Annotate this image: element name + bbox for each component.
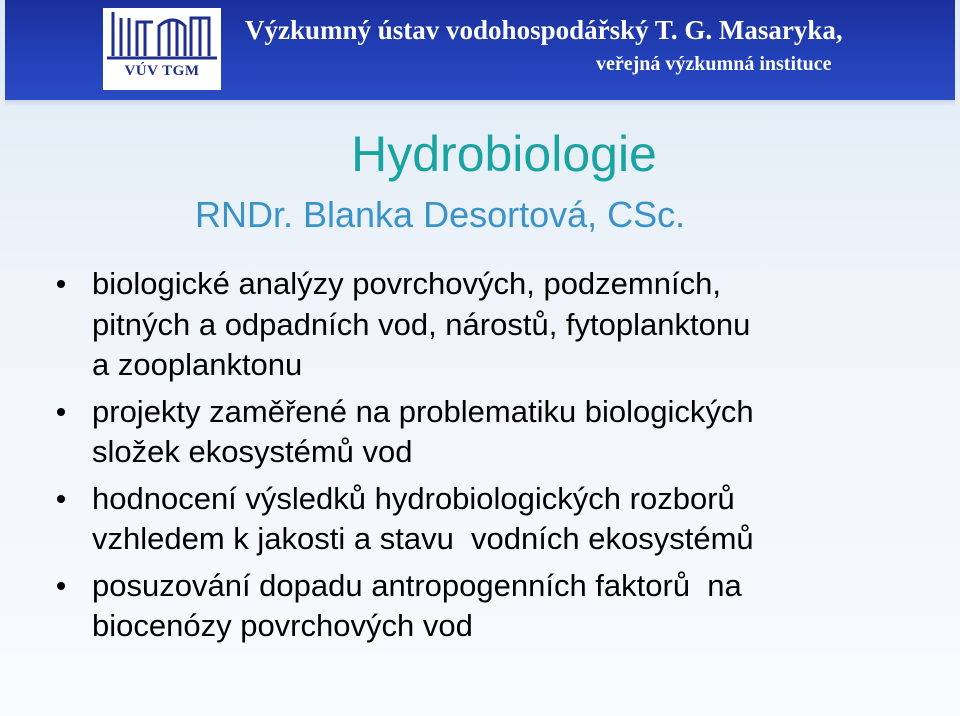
bullet-line: vzhledem k jakosti a stavu vodních ekosystémů [92,521,754,556]
institution-type: veřejná výzkumná instituce [596,53,832,75]
bullet-icon [57,495,65,503]
bullet-line: hodnocení výsledků hydrobiologických rozborů [92,480,735,516]
bullet-line: biologické analýzy povrchových, podzemních, [92,266,721,301]
banner-divider [5,100,955,106]
bullet-line: projekty zaměřené na problematiku biologických [92,393,754,429]
bullet-icon [57,280,65,288]
bullet-icon [57,408,65,416]
bullet-line: složek ekosystémů vod [92,434,413,469]
bullet-line: a zooplanktonu [92,347,303,382]
bullet-item [55,264,935,386]
slide-title: Hydrobiologie [351,126,657,182]
bullet-line: pitných a odpadních vod, nárostů, fytoplanktonu [92,306,751,342]
institution-name: Výzkumný ústav vodohospodářský T. G. Masaryka, [245,15,843,45]
bullet-line: posuzování dopadu antropogenních faktorů na [92,567,742,603]
bullet-list [55,264,935,653]
bullet-line: biocenózy povrchových vod [92,608,473,643]
author-name: RNDr. Blanka Desortová, CSc. [195,194,686,235]
bullet-item [55,566,935,647]
bullet-item [55,479,935,560]
bullet-icon [57,582,65,590]
bullet-item [55,392,935,473]
logo-label: VÚV TGM [107,61,217,81]
